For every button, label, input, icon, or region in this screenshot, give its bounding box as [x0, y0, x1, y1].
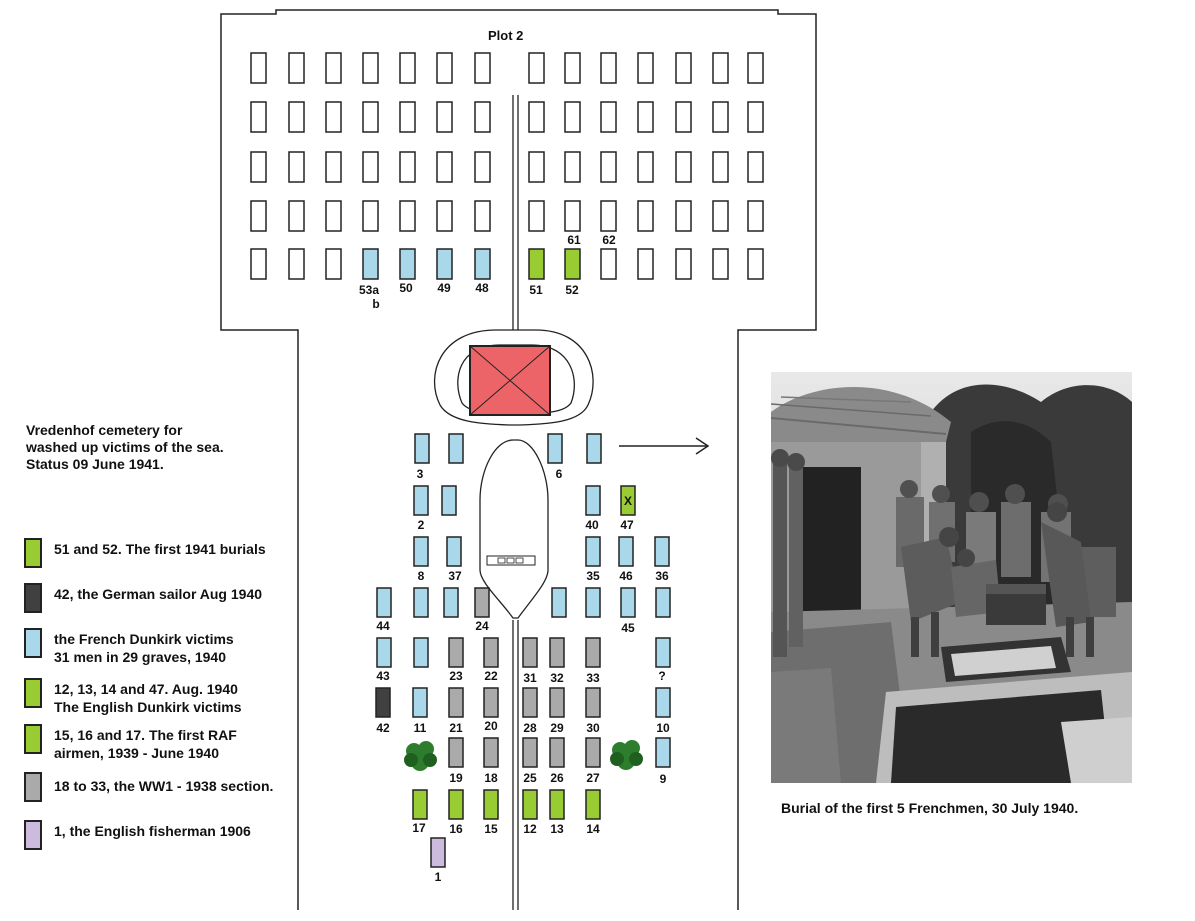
plot-2-grave: [400, 152, 415, 182]
legend-text: [54, 680, 242, 716]
legend-line: airmen, 1939 - June 1940: [54, 745, 219, 761]
legend: [24, 538, 324, 858]
grave-label: 25: [523, 771, 537, 785]
legend-line: 1, the English fisherman 1906: [54, 823, 251, 839]
legend-text: [54, 630, 234, 666]
grave-marker: [449, 638, 463, 667]
legend-text: [54, 726, 237, 762]
grave-marker: [621, 588, 635, 617]
legend-line: 15, 16 and 17. The first RAF: [54, 727, 237, 743]
plot-2-grave: [475, 201, 490, 231]
grave-marker: [484, 738, 498, 767]
grave-marker: [442, 486, 456, 515]
plot-2-grave: [748, 152, 763, 182]
legend-swatch: [24, 583, 42, 613]
plot-2-grave: [601, 152, 616, 182]
monument-plaza: [480, 440, 548, 618]
plot-2-grave: [437, 102, 452, 132]
grave-marker: [413, 790, 427, 819]
grave-label: 30: [586, 721, 600, 735]
grave-marker: [414, 486, 428, 515]
grave-label: 62: [602, 233, 616, 247]
grave-marker: [656, 688, 670, 717]
grave-label: 1: [434, 870, 442, 884]
plot-2-grave: [601, 53, 616, 83]
plot-2-grave: [638, 102, 653, 132]
plot-2-grave: [676, 249, 691, 279]
grave-label: 12: [523, 822, 537, 836]
grave-label: 21: [449, 721, 463, 735]
grave-marker: [377, 638, 391, 667]
grave-label: 46: [619, 569, 633, 583]
plot-2-grave: [289, 53, 304, 83]
grave-marker: [550, 790, 564, 819]
grave-label: 53a: [358, 283, 380, 297]
legend-line: 42, the German sailor Aug 1940: [54, 586, 263, 602]
plot-2-grave: [251, 53, 266, 83]
grave-marker: [413, 688, 427, 717]
grave-label: 29: [550, 721, 564, 735]
grave-label: 23: [449, 669, 463, 683]
grave-label: 40: [585, 518, 599, 532]
grave-label: 9: [659, 772, 667, 786]
grave-label: b: [372, 297, 380, 311]
legend-swatch: [24, 628, 42, 658]
grave-marker: [377, 588, 391, 617]
grave-marker: [586, 588, 600, 617]
grave-label: 33: [586, 671, 600, 685]
grave-label: 36: [655, 569, 669, 583]
grave-label: 32: [550, 671, 564, 685]
photo-caption: Burial of the first 5 Frenchmen, 30 July 1940.: [781, 800, 1079, 816]
plot-2-grave: [565, 201, 580, 231]
plot-2-grave: [601, 102, 616, 132]
plot-2-grave: [713, 53, 728, 83]
grave-label: 15: [484, 822, 498, 836]
grave-marker: [656, 588, 670, 617]
grave-label: 16: [449, 822, 463, 836]
map-title: [26, 422, 224, 473]
plot-2-grave: [289, 249, 304, 279]
grave-marker: [431, 838, 445, 867]
plot-2-grave: [713, 152, 728, 182]
plot-2-grave: [251, 249, 266, 279]
plot-2-grave: [676, 201, 691, 231]
plot-2-grave: [529, 249, 544, 279]
grave-mark: X: [623, 494, 633, 508]
plot-2-grave: [475, 152, 490, 182]
plot-2-grave: [748, 249, 763, 279]
plot-2-grave: [748, 102, 763, 132]
plot-2-grave: [638, 53, 653, 83]
plot-label: Plot 2: [488, 28, 524, 43]
grave-label: 50: [399, 281, 413, 295]
grave-label: 28: [523, 721, 537, 735]
grave-marker: [475, 588, 489, 617]
plot-2-grave: [565, 53, 580, 83]
plot-2-grave: [565, 152, 580, 182]
plot-2-grave: [529, 53, 544, 83]
legend-line: 31 men in 29 graves, 1940: [54, 649, 226, 665]
grave-label: 26: [550, 771, 564, 785]
grave-label: 17: [412, 821, 426, 835]
grave-label: 10: [656, 721, 670, 735]
grave-label: 13: [550, 822, 564, 836]
grave-marker: [548, 434, 562, 463]
plot-2-grave: [638, 152, 653, 182]
legend-text: [54, 777, 273, 795]
legend-swatch: [24, 678, 42, 708]
grave-marker: [523, 688, 537, 717]
plot-2-grave: [475, 102, 490, 132]
grave-marker: [586, 738, 600, 767]
plot-2-grave: [713, 201, 728, 231]
plot-2-grave: [676, 53, 691, 83]
plot-2-grave: [676, 102, 691, 132]
plot-2-grave: [251, 152, 266, 182]
plot-2-grave: [289, 201, 304, 231]
grave-label: 27: [586, 771, 600, 785]
grave-label: 19: [449, 771, 463, 785]
legend-line: 51 and 52. The first 1941 burials: [54, 541, 266, 557]
plot-2-grave: [363, 249, 378, 279]
grave-marker: [449, 738, 463, 767]
grave-marker: [586, 688, 600, 717]
grave-label: 37: [448, 569, 462, 583]
grave-marker: [376, 688, 390, 717]
grave-marker: [587, 434, 601, 463]
grave-marker: [414, 588, 428, 617]
grave-marker: [523, 638, 537, 667]
grave-label: 48: [475, 281, 489, 295]
grave-marker: [444, 588, 458, 617]
arrow-to-photo-icon: [619, 438, 708, 454]
plot-2-grave: [363, 53, 378, 83]
tree-icon: [404, 741, 437, 771]
grave-marker: [586, 638, 600, 667]
grave-marker: [586, 486, 600, 515]
plot-2-grave: [437, 249, 452, 279]
plot-2-grave: [565, 102, 580, 132]
plot-2-grave: [437, 53, 452, 83]
plot-2-grave: [475, 53, 490, 83]
plot-2-grave: [713, 102, 728, 132]
grave-label: 18: [484, 771, 498, 785]
grave-marker: [414, 638, 428, 667]
grave-marker: [523, 790, 537, 819]
grave-marker: [656, 638, 670, 667]
plot-2-grave: [437, 152, 452, 182]
grave-marker: [523, 738, 537, 767]
legend-text: [54, 540, 266, 558]
grave-label: 22: [484, 669, 498, 683]
grave-label: 31: [523, 671, 537, 685]
legend-line: the French Dunkirk victims: [54, 631, 234, 647]
legend-swatch: [24, 772, 42, 802]
plot-2-grave: [289, 152, 304, 182]
plot-2-grave: [363, 201, 378, 231]
photo-illustration: [771, 372, 1132, 783]
grave-marker: [484, 638, 498, 667]
grave-label: 42: [376, 721, 390, 735]
title-line: Status 09 June 1941.: [26, 456, 164, 472]
plot-2-grave: [400, 53, 415, 83]
legend-line: The English Dunkirk victims: [54, 699, 242, 715]
grave-label: 61: [567, 233, 581, 247]
grave-label: 47: [620, 518, 634, 532]
chapel: [470, 346, 550, 415]
grave-marker: [484, 790, 498, 819]
legend-swatch: [24, 820, 42, 850]
plot-2-grave: [400, 102, 415, 132]
plot-2-grave: [251, 201, 266, 231]
grave-marker: [447, 537, 461, 566]
plot-2-grid: [251, 53, 763, 279]
plot-2-grave: [529, 201, 544, 231]
grave-label: 24: [475, 619, 489, 633]
plot-2-grave: [251, 102, 266, 132]
grave-marker: [619, 537, 633, 566]
plot-2-grave: [748, 53, 763, 83]
plot-2-grave: [289, 102, 304, 132]
burial-photo: [771, 372, 1132, 783]
grave-label: 6: [555, 467, 563, 481]
grave-marker: [550, 638, 564, 667]
plot-2-grave: [363, 102, 378, 132]
grave-marker: [449, 688, 463, 717]
grave-label: 8: [417, 569, 425, 583]
title-line: washed up victims of the sea.: [26, 439, 224, 455]
legend-swatch: [24, 724, 42, 754]
grave-marker: [550, 688, 564, 717]
plot-2-grave: [601, 249, 616, 279]
grave-label: 14: [586, 822, 600, 836]
plot-2-grave: [676, 152, 691, 182]
plot-2-grave: [400, 249, 415, 279]
grave-marker: [586, 537, 600, 566]
grave-label: 51: [529, 283, 543, 297]
title-line: Vredenhof cemetery for: [26, 422, 183, 438]
plot-2-grave: [326, 201, 341, 231]
grave-label: 49: [437, 281, 451, 295]
grave-label: 44: [376, 619, 390, 633]
legend-text: [54, 585, 262, 603]
grave-marker: [655, 537, 669, 566]
grave-marker: [552, 588, 566, 617]
grave-marker: [484, 688, 498, 717]
grave-marker: [414, 537, 428, 566]
plot-2-grave: [326, 152, 341, 182]
grave-label: 45: [621, 621, 635, 635]
grave-label: ?: [658, 669, 666, 683]
plot-2-grave: [363, 152, 378, 182]
legend-line: 12, 13, 14 and 47. Aug. 1940: [54, 681, 238, 697]
grave-marker: [550, 738, 564, 767]
grave-label: 35: [586, 569, 600, 583]
grave-marker: [586, 790, 600, 819]
plot-2-grave: [400, 201, 415, 231]
plot-2-grave: [326, 102, 341, 132]
plot-2-grave: [638, 201, 653, 231]
grave-marker: [656, 738, 670, 767]
grave-label: 43: [376, 669, 390, 683]
grave-label: 2: [417, 518, 425, 532]
legend-line: 18 to 33, the WW1 - 1938 section.: [54, 778, 274, 794]
grave-label: 20: [484, 719, 498, 733]
grave-label: 11: [413, 721, 427, 735]
grave-marker: [415, 434, 429, 463]
plot-2-grave: [326, 249, 341, 279]
plot-2-grave: [713, 249, 728, 279]
plot-2-grave: [529, 152, 544, 182]
grave-marker: [449, 434, 463, 463]
plot-2-grave: [437, 201, 452, 231]
legend-swatch: [24, 538, 42, 568]
legend-text: [54, 822, 251, 840]
plot-2-grave: [748, 201, 763, 231]
plot-2-grave: [601, 201, 616, 231]
plot-2-grave: [475, 249, 490, 279]
plot-2-grave: [565, 249, 580, 279]
tree-icon: [610, 740, 643, 770]
plot-2-grave: [529, 102, 544, 132]
plot-2-grave: [638, 249, 653, 279]
grave-label: 52: [565, 283, 579, 297]
plot-2-grave: [326, 53, 341, 83]
grave-label: 3: [416, 467, 424, 481]
grave-marker: [449, 790, 463, 819]
